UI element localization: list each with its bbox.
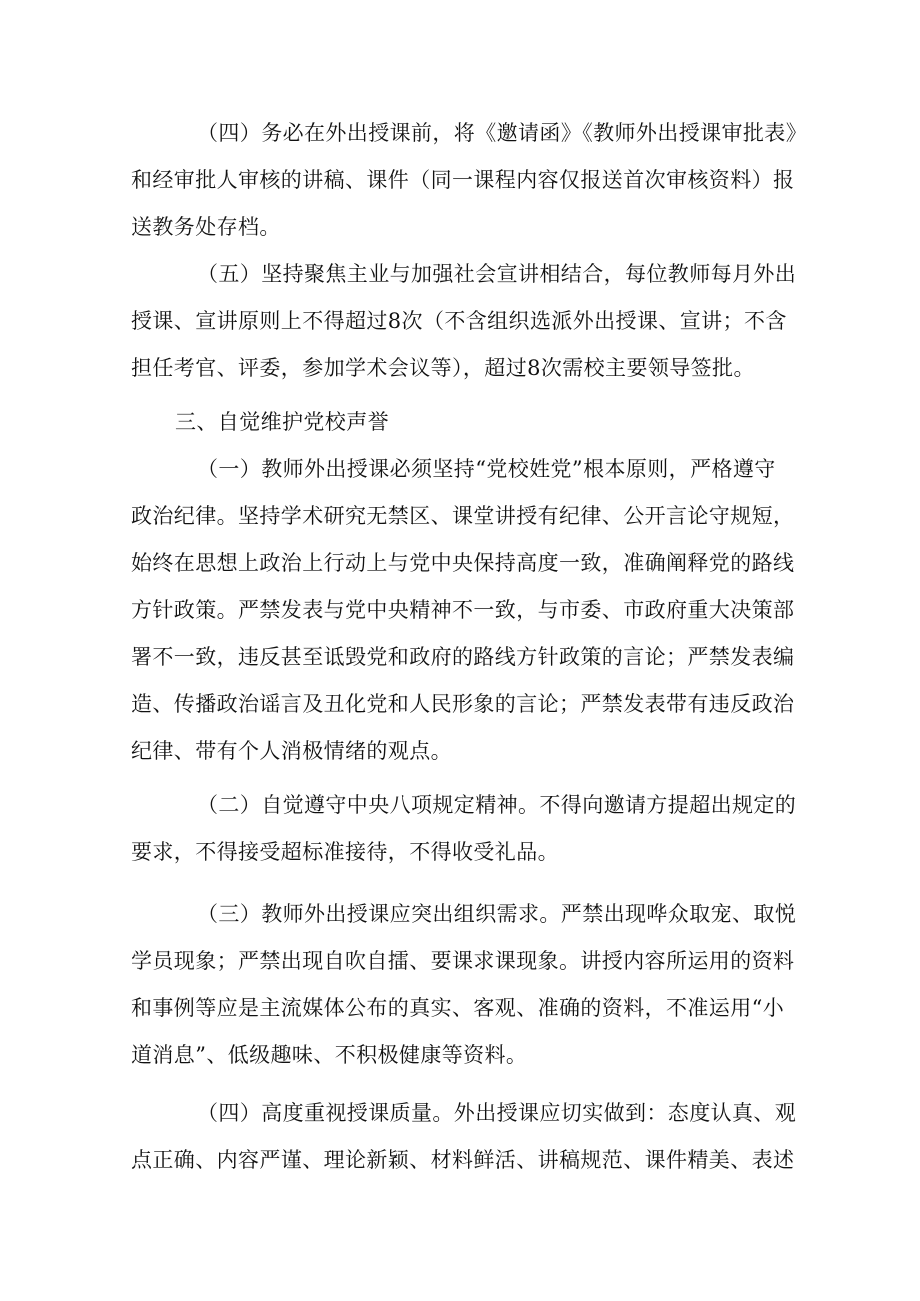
text-line: 政治纪律。坚持学术研究无禁区、课堂讲授有纪律、公开言论守规短， [131, 504, 795, 528]
text-line: 要求，不得接受超标准接待，不得收受礼品。 [131, 840, 559, 864]
text-line: （四）高度重视授课质量。外出授课应切实做到：态度认真、观 [197, 1101, 797, 1125]
text-line: 学员现象；严禁出现自吹自擂、要课求课现象。讲授内容所运用的资料 [131, 949, 795, 973]
section-heading: 三、自觉维护党校声誉 [175, 410, 389, 434]
text-line: 方针政策。严禁发表与党中央精神不一致，与市委、市政府重大决策部 [131, 598, 795, 622]
text-line: （五）坚持聚焦主业与加强社会宣讲相结合，每位教师每月外出 [197, 262, 797, 286]
text-line: （四）务必在外出授课前，将《邀请函》《教师外出授课审批表》 [197, 121, 808, 145]
text-line: 和事例等应是主流媒体公布的真实、客观、准确的资料，不准运用“小 [131, 996, 785, 1020]
text-line: 担任考官、评委，参加学术会议等），超过8次需校主要领导签批。 [131, 356, 755, 380]
text-line: 点正确、内容严谨、理论新颖、材料鲜活、讲稿规范、课件精美、表述 [131, 1148, 795, 1172]
text-line: 道消息”、低级趣味、不积极健康等资料。 [131, 1043, 528, 1067]
text-line: 和经审批人审核的讲稿、课件（同一课程内容仅报送首次审核资料）报 [131, 168, 795, 192]
text-line: （一）教师外出授课必须坚持“党校姓党”根本原则，严格遵守 [197, 457, 776, 481]
text-line: 造、传播政治谣言及丑化党和人民形象的言论；严禁发表带有违反政治 [131, 692, 795, 716]
text-line: （三）教师外出授课应突出组织需求。严禁出现哗众取宠、取悦 [197, 902, 797, 926]
text-line: 送教务处存档。 [131, 215, 281, 239]
text-line: 授课、宣讲原则上不得超过8次（不含组织选派外出授课、宣讲；不含 [131, 309, 787, 333]
text-line: 纪律、带有个人消极情绪的观点。 [131, 739, 452, 763]
text-line: 署不一致，违反甚至诋毁党和政府的路线方针政策的言论；严禁发表编 [131, 645, 795, 669]
text-line: 始终在思想上政治上行动上与党中央保持高度一致，准确阐释党的路线 [131, 551, 795, 575]
text-line: （二）自觉遵守中央八项规定精神。不得向邀请方提超出规定的 [197, 793, 797, 817]
